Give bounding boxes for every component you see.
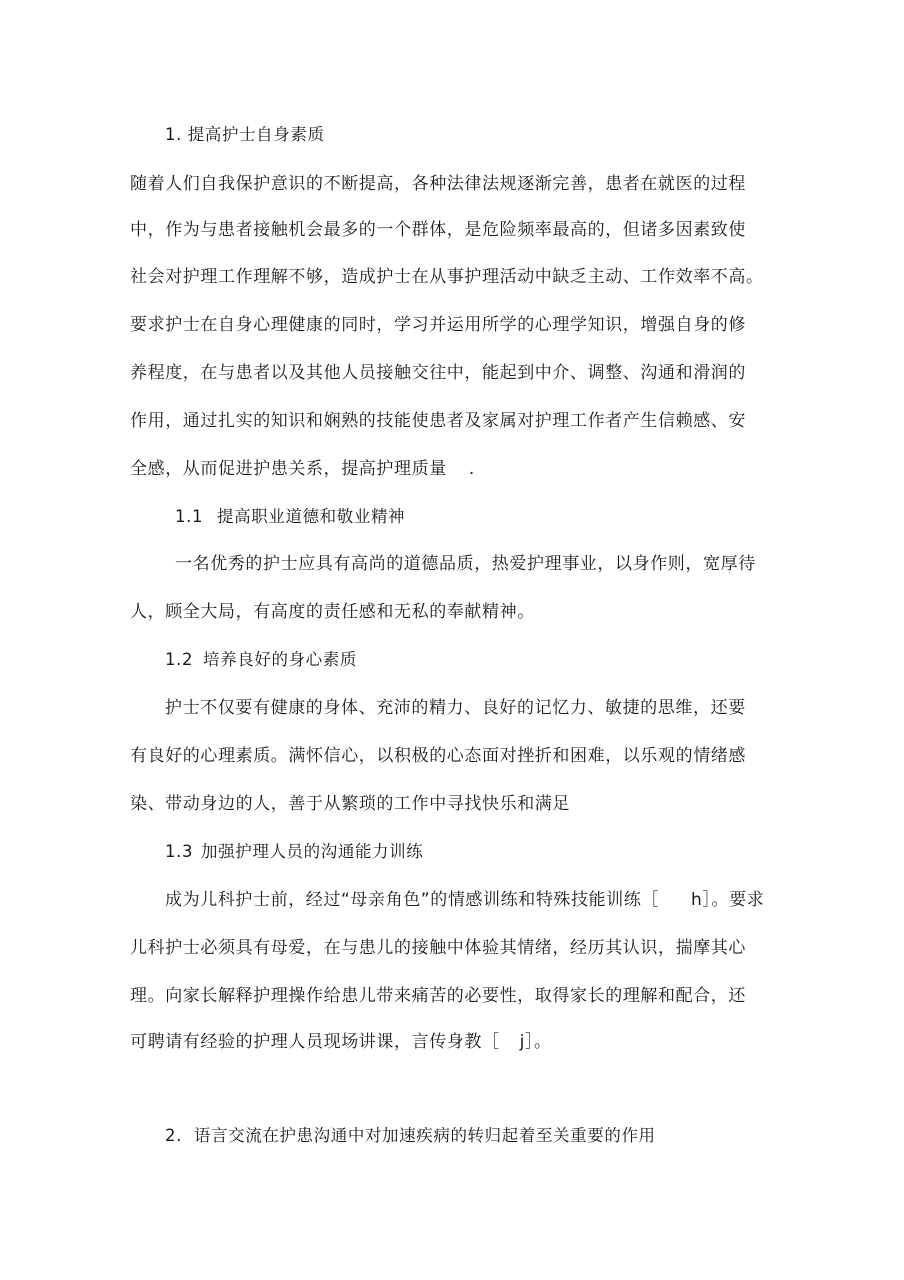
section-2-heading — [165, 1125, 656, 1147]
section-1-heading: 1. 提高护士自身素质 — [165, 125, 325, 144]
citation-j: j — [519, 1032, 525, 1052]
paragraph-1-line-7-text: 全感，从而促进护患关系，提高护理质量 — [130, 459, 447, 479]
paragraph-1-line-6: 作用，通过扎实的知识和娴熟的技能使患者及家属对护理工作者产生信赖感、安 — [130, 411, 746, 431]
paragraph-3-line-2: 有良好的心理素质。满怀信心，以积极的心态面对挫折和困难，以乐观的情绪感 — [130, 746, 746, 766]
section-1-2-title: 培养良好的身心素质 — [203, 650, 357, 669]
paragraph-1-end-period: . — [468, 459, 475, 479]
section-1-1-heading — [175, 506, 405, 528]
paragraph-4-line-1 — [165, 889, 764, 911]
paragraph-1-line-4: 要求护士在自身心理健康的同时，学习并运用所学的心理学知识，增强自身的修 — [130, 315, 746, 335]
paragraph-2-line-1: 一名优秀的护士应具有高尚的道德品质，热爱护理事业，以身作则，宽厚待 — [175, 554, 756, 574]
citation-h: h — [691, 890, 703, 910]
paragraph-4-line-1-text: 成为儿科护士前，经过“母亲角色”的情感训练和特殊技能训练［ — [165, 890, 660, 910]
paragraph-1-line-2: 中，作为与患者接触机会最多的一个群体，是危险频率最高的，但诸多因素致使 — [130, 220, 746, 240]
paragraph-3-line-3: 染、带动身边的人，善于从繁琐的工作中寻找快乐和满足 — [130, 794, 570, 814]
paragraph-1-line-7 — [130, 458, 475, 480]
paragraph-4-line-3: 理。向家长解释护理操作给患儿带来痛苦的必要性，取得家长的理解和配合，还 — [130, 986, 746, 1006]
section-1-2-number: 1.2 — [165, 650, 194, 669]
paragraph-1-line-1: 随着人们自我保护意识的不断提高，各种法律法规逐渐完善，患者在就医的过程 — [130, 174, 746, 194]
paragraph-1-line-5: 养程度，在与患者以及其他人员接触交往中，能起到中介、调整、沟通和滑润的 — [130, 363, 746, 383]
section-1-3-number: 1.3 — [165, 842, 194, 861]
section-1-2-heading — [165, 649, 357, 671]
section-1-3-heading — [165, 841, 423, 863]
paragraph-1-line-3: 社会对护理工作理解不够，造成护士在从事护理活动中缺乏主动、工作效率不高。 — [130, 267, 764, 287]
section-1-3-title: 加强护理人员的沟通能力训练 — [201, 842, 424, 861]
paragraph-3-line-1: 护士不仅要有健康的身体、充沛的精力、良好的记忆力、敏捷的思维，还要 — [165, 698, 746, 718]
paragraph-4-line-4-tail: ］。 — [524, 1032, 552, 1052]
paragraph-4-line-2: 儿科护士必须具有母爱，在与患儿的接触中体验其情绪，经历其认识，揣摩其心 — [130, 938, 746, 958]
section-2-title: 语言交流在护患沟通中对加速疾病的转归起着至关重要的作用 — [193, 1126, 656, 1145]
paragraph-4-line-4-text: 可聘请有经验的护理人员现场讲课，言传身教［ — [130, 1032, 500, 1052]
section-1-1-number: 1.1 — [175, 507, 204, 526]
section-1-1-title: 提高职业道德和敬业精神 — [217, 507, 406, 526]
paragraph-4-line-1-tail: ］。要求 — [702, 890, 765, 910]
section-2-number: 2. — [165, 1126, 182, 1145]
paragraph-4-line-4 — [130, 1031, 552, 1053]
paragraph-2-line-2: 人，顾全大局，有高度的责任感和无私的奉献精神。 — [130, 602, 535, 622]
